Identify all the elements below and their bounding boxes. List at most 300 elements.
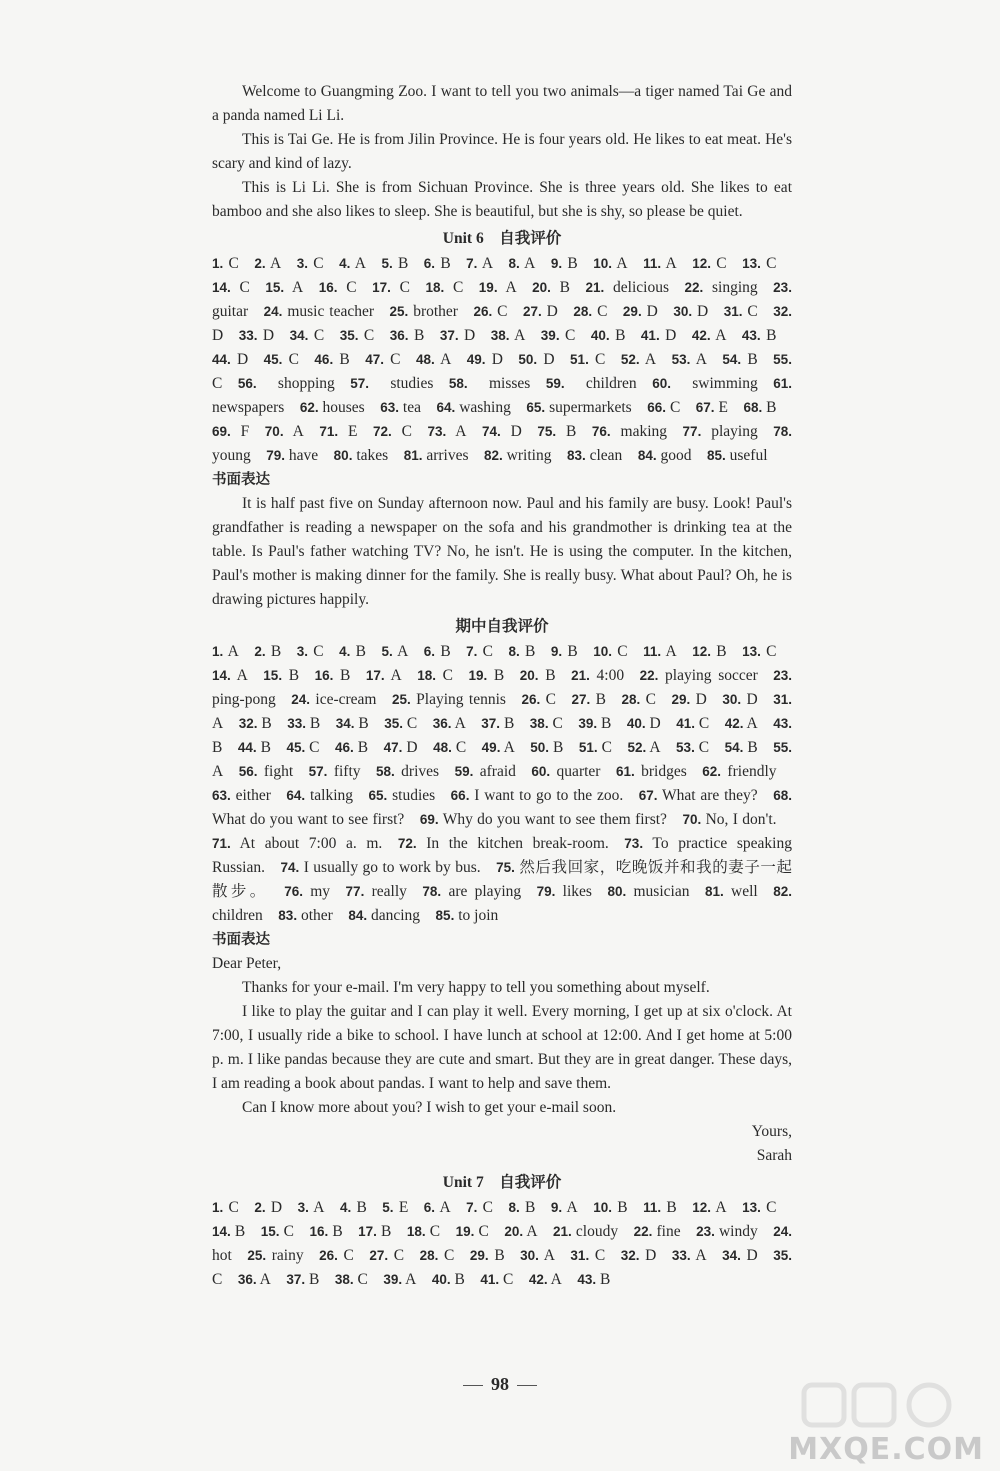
answer-item <box>384 739 418 756</box>
answer-item <box>742 255 776 272</box>
answer-value: B <box>435 255 451 272</box>
answer-number: 62. <box>299 400 319 415</box>
answer-number: 5. <box>381 256 393 271</box>
answer-item <box>623 303 658 320</box>
answer-value: A <box>523 1223 538 1240</box>
answer-item <box>346 883 407 900</box>
answer-item <box>696 399 728 416</box>
answer-number: 82. <box>484 448 503 463</box>
answer-item <box>365 351 400 368</box>
answer-item <box>743 399 776 416</box>
answer-item <box>470 1247 505 1264</box>
letter-paragraph: I like to play the guitar and I can play it well. Every morning, I get up at six o'clock. At 7:00, I usually ride a bike to school. I have lunch at school at 12:00. And I get home at 5:00 p. m. I like pandas because they are cute and smart. But they are in great danger. These days, I am reading a book about pandas. I want to help and save them. <box>212 1003 792 1092</box>
answer-number: 2. <box>254 644 266 659</box>
answer-number: 11. <box>643 1200 662 1215</box>
answer-number: 74. <box>280 860 300 875</box>
answer-item <box>530 739 563 756</box>
answer-value: houses <box>318 399 365 416</box>
answer-item <box>335 1271 368 1288</box>
answer-number: 33. <box>287 716 306 731</box>
answer-item <box>593 1199 627 1216</box>
answer-number: 61. <box>615 764 635 779</box>
answer-item <box>383 1271 416 1288</box>
answer-value: shopping <box>256 375 335 392</box>
answer-item <box>742 643 776 660</box>
answer-item <box>212 1199 239 1216</box>
answer-value: B <box>328 1223 343 1240</box>
answer-value: rainy <box>266 1247 304 1264</box>
answer-number: 36. <box>432 716 452 731</box>
answer-item <box>521 691 556 708</box>
answer-value: B <box>351 1199 367 1216</box>
answer-item <box>424 1199 451 1216</box>
answer-value: C <box>492 303 508 320</box>
letter <box>212 952 792 1168</box>
answer-item <box>616 763 687 780</box>
answer-value: C <box>592 303 608 320</box>
answer-number: 58. <box>448 376 468 391</box>
answer-value: windy <box>714 1223 758 1240</box>
answer-item <box>334 447 389 464</box>
answer-value: A <box>223 643 239 660</box>
answer-item <box>551 1199 578 1216</box>
answer-item <box>212 1223 245 1240</box>
answer-value: C <box>612 643 628 660</box>
answer-number: 72. <box>397 836 417 851</box>
answer-value: B <box>305 1271 320 1288</box>
answer-number: 63. <box>380 400 399 415</box>
answer-item <box>212 787 271 804</box>
answer-number: 62. <box>702 764 722 779</box>
answer-page <box>212 80 792 1292</box>
answer-item <box>238 739 271 756</box>
answer-number: 68. <box>743 400 763 415</box>
answer-number: 44. <box>237 740 257 755</box>
answer-item <box>673 303 708 320</box>
answer-value: F <box>230 423 250 440</box>
answer-number: 34. <box>722 1248 741 1263</box>
answer-number: 6. <box>423 1200 436 1215</box>
answer-number: 29. <box>622 304 642 319</box>
answer-number: 20. <box>504 1224 524 1239</box>
answer-item <box>724 303 758 320</box>
answer-value: newspapers <box>212 399 285 416</box>
answer-value: bridges <box>634 763 687 780</box>
answer-item <box>309 1223 342 1240</box>
answer-item <box>239 327 274 344</box>
answer-value: quarter <box>550 763 601 780</box>
answer-item <box>433 739 466 756</box>
answer-number: 43. <box>577 1272 597 1287</box>
answer-number: 84. <box>348 908 368 923</box>
answer-value: C <box>282 351 299 368</box>
answer-number: 1. <box>212 644 224 659</box>
answer-item <box>643 643 677 660</box>
answer-item <box>286 787 353 804</box>
answer-item <box>380 399 421 416</box>
answer-value: A <box>434 351 452 368</box>
answer-number: 47. <box>365 352 384 367</box>
answer-value: music teacher <box>282 303 375 320</box>
answer-item <box>530 715 563 732</box>
answer-value: C <box>666 399 681 416</box>
answer-item <box>266 447 318 464</box>
answer-value: B <box>711 643 727 660</box>
answer-number: 8. <box>508 1200 520 1215</box>
answer-item <box>468 667 504 684</box>
answer-number: 6. <box>423 644 436 659</box>
answer-value: playing soccer <box>658 667 758 684</box>
letter-paragraph: Can I know more about you? I wish to get your e-mail soon. <box>242 1099 617 1116</box>
answer-value: A <box>284 279 304 296</box>
answer-item <box>682 811 776 828</box>
answer-value: A <box>500 739 515 756</box>
answer-value: D <box>690 691 707 708</box>
answer-number: 37. <box>286 1272 306 1287</box>
answer-item <box>390 327 425 344</box>
answer-value: clean <box>585 447 623 464</box>
answer-item <box>212 667 248 684</box>
answer-item <box>531 763 600 780</box>
answer-value: D <box>659 327 677 344</box>
answer-value: A <box>690 351 707 368</box>
answer-number: 40. <box>431 1272 451 1287</box>
answer-item <box>278 907 333 924</box>
answer-value: C <box>383 351 401 368</box>
answer-number: 80. <box>333 448 353 463</box>
answer-number: 50. <box>530 740 550 755</box>
answer-number: 27. <box>523 304 542 319</box>
answer-number: 2. <box>254 256 266 271</box>
answer-number: 7. <box>466 1200 478 1215</box>
answer-item <box>398 835 609 852</box>
answer-value: C <box>597 739 612 756</box>
answer-item <box>451 787 624 804</box>
answer-value: B <box>435 643 451 660</box>
answer-number: 49. <box>481 740 501 755</box>
answer-item <box>437 399 511 416</box>
answer-item <box>254 643 281 660</box>
answer-item <box>238 1271 271 1288</box>
answer-item <box>593 255 627 272</box>
answer-item <box>290 327 325 344</box>
answer-number: 56. <box>238 764 258 779</box>
answer-value: D <box>257 327 275 344</box>
answer-number: 21. <box>585 280 605 295</box>
answer-item <box>348 907 420 924</box>
answer-number: 31. <box>723 304 743 319</box>
answer-number: 39. <box>578 716 598 731</box>
answer-item <box>481 715 514 732</box>
answer-value: B <box>549 739 564 756</box>
answer-number: 24. <box>773 1224 793 1239</box>
answer-number: 71. <box>212 836 231 851</box>
answer-number: 36. <box>237 1272 257 1287</box>
answer-value: C <box>391 423 412 440</box>
answer-item <box>722 691 757 708</box>
answer-item <box>466 255 493 272</box>
answer-value: B <box>350 643 366 660</box>
answer-value: In the kitchen break-room. <box>416 835 609 852</box>
answer-number: 29. <box>469 1248 489 1263</box>
answer-item <box>634 1223 681 1240</box>
answer-number: 38. <box>490 328 510 343</box>
answer-item <box>287 715 320 732</box>
answer-item <box>238 375 335 392</box>
answer-item <box>592 423 667 440</box>
answer-item <box>404 447 469 464</box>
answer-value: C <box>711 255 727 272</box>
answer-item <box>591 327 626 344</box>
answer-number: 12. <box>692 644 712 659</box>
answer-value: C <box>760 255 777 272</box>
unit6-writing-label: 书面表达 <box>212 472 270 488</box>
answer-item <box>692 1199 726 1216</box>
answer-number: 67. <box>695 400 715 415</box>
answer-number: 14. <box>212 1224 231 1239</box>
answer-item <box>571 667 624 684</box>
answer-item <box>578 715 611 732</box>
answer-item <box>643 255 677 272</box>
answer-number: 58. <box>376 764 395 779</box>
watermark-text: MXQE.COM <box>788 1432 984 1467</box>
answer-value: ping-pong <box>212 691 276 708</box>
answer-value: B <box>376 1223 392 1240</box>
answer-value: No, I don't. <box>701 811 777 828</box>
answer-item <box>676 739 709 756</box>
answer-number: 13. <box>742 644 761 659</box>
answer-item <box>319 1247 354 1264</box>
answer-value: D <box>402 739 418 756</box>
answer-value: hot <box>212 1247 232 1264</box>
answer-item <box>676 715 709 732</box>
answer-item <box>436 907 499 924</box>
answer-number: 57. <box>350 376 370 391</box>
answer-item <box>725 739 758 756</box>
answer-item <box>297 643 324 660</box>
answer-number: 48. <box>415 352 435 367</box>
answer-value: C <box>588 351 606 368</box>
answer-item <box>319 279 357 296</box>
answer-item <box>297 255 324 272</box>
answer-number: 83. <box>566 448 586 463</box>
answer-value: tea <box>399 399 421 416</box>
answer-value: young <box>212 447 251 464</box>
answer-number: 34. <box>335 716 355 731</box>
answer-number: 13. <box>742 256 761 271</box>
answer-value: have <box>285 447 319 464</box>
answer-value: C <box>307 643 324 660</box>
answer-value: B <box>741 351 758 368</box>
answer-item <box>685 279 758 296</box>
answer-number: 77. <box>345 884 365 899</box>
answer-number: 42. <box>691 328 711 343</box>
answer-item <box>509 255 536 272</box>
answer-item <box>212 351 248 368</box>
answer-item <box>696 1223 758 1240</box>
answer-number: 5. <box>381 644 393 659</box>
answer-value: arrives <box>422 447 469 464</box>
answer-number: 19. <box>468 668 488 683</box>
answer-item <box>567 447 622 464</box>
answer-value: B <box>230 1223 246 1240</box>
answer-item <box>432 1271 465 1288</box>
answer-number: 73. <box>427 424 447 439</box>
answer-number: 13. <box>742 1200 761 1215</box>
answer-number: 15. <box>265 280 285 295</box>
answer-number: 28. <box>621 692 641 707</box>
unit6-heading: Unit 6 自我评价 <box>442 230 562 247</box>
answer-item <box>523 303 558 320</box>
answer-number: 7. <box>466 644 478 659</box>
answer-value: B <box>743 739 758 756</box>
answer-number: 52. <box>620 352 640 367</box>
answer-item <box>417 667 453 684</box>
answer-item <box>509 1199 536 1216</box>
answer-value: A <box>661 643 677 660</box>
answer-item <box>705 883 758 900</box>
answer-value: A <box>690 1247 707 1264</box>
answer-number: 75. <box>496 860 515 875</box>
answer-value: A <box>256 1271 271 1288</box>
answer-item <box>422 883 521 900</box>
answer-number: 10. <box>593 1200 613 1215</box>
zoo-passage <box>212 80 792 224</box>
answer-value: C <box>308 327 325 344</box>
answer-number: 19. <box>478 280 498 295</box>
answer-number: 85. <box>706 448 726 463</box>
answer-item <box>254 255 281 272</box>
answer-number: 60. <box>531 764 551 779</box>
answer-number: 3. <box>296 644 308 659</box>
answer-value: D <box>641 303 658 320</box>
answer-number: 81. <box>403 448 423 463</box>
answer-value: A <box>497 279 517 296</box>
answer-number: 35. <box>339 328 359 343</box>
answer-number: 68. <box>773 788 792 803</box>
answer-value: A <box>743 715 758 732</box>
answer-number: 4. <box>339 256 351 271</box>
answer-value: C <box>212 1271 223 1288</box>
answer-number: 53. <box>676 740 695 755</box>
answer-value: What are they? <box>657 787 758 804</box>
answer-item <box>480 1271 513 1288</box>
answer-item <box>722 1247 758 1264</box>
unit7-heading: Unit 7 自我评价 <box>442 1174 562 1191</box>
answer-number: 6. <box>423 256 436 271</box>
answer-item <box>479 279 517 296</box>
answer-number: 74. <box>481 424 501 439</box>
answer-number: 55. <box>773 740 793 755</box>
answer-item <box>482 739 515 756</box>
answer-number: 75. <box>537 424 557 439</box>
answer-number: 80. <box>607 884 627 899</box>
answer-item <box>518 351 554 368</box>
answer-value: B <box>538 667 556 684</box>
answer-number: 16. <box>309 1224 329 1239</box>
answer-value: C <box>760 643 777 660</box>
answer-item <box>627 739 660 756</box>
answer-value: D <box>212 327 224 344</box>
answer-value: D <box>458 327 476 344</box>
answer-item <box>336 715 369 732</box>
unit6-writing-text: It is half past five on Sunday afternoon now. Paul and his family are busy. Look! Paul's grandfather is reading a newspaper on the sofa and his grandmother is drinking tea at the table. Is Paul's father watching TV? No, he isn't. He is using the computer. In the kitchen, Paul's mother is making dinner for the family. She is really busy. What about Paul? Oh, he is drawing pictures happily. <box>212 495 792 608</box>
answer-value: C <box>388 1247 405 1264</box>
answer-number: 31. <box>773 692 793 707</box>
answer-number: 78. <box>773 424 792 439</box>
answer-value: brother <box>408 303 458 320</box>
answer-number: 18. <box>406 1224 426 1239</box>
answer-item <box>376 763 439 780</box>
answer-item <box>212 423 249 440</box>
answer-item <box>627 715 661 732</box>
answer-value: supermarkets <box>545 399 632 416</box>
answer-value: B <box>265 643 282 660</box>
answer-number: 16. <box>314 668 334 683</box>
answer-number: 43. <box>741 328 761 343</box>
answer-item <box>433 715 466 732</box>
answer-value: B <box>550 279 571 296</box>
answer-number: 20. <box>532 280 551 295</box>
answer-value: B <box>590 691 606 708</box>
answer-value: children <box>212 907 263 924</box>
answer-value: A <box>509 327 526 344</box>
answer-value: A <box>283 423 304 440</box>
answer-number: 5. <box>382 1200 394 1215</box>
letter-paragraph: Thanks for your e-mail. I'm very happy to tell you something about myself. <box>242 979 710 996</box>
answer-number: 25. <box>391 692 411 707</box>
answer-value: really <box>364 883 407 900</box>
answer-number: 83. <box>278 908 298 923</box>
answer-number: 14. <box>212 280 231 295</box>
answer-value: D <box>741 691 758 708</box>
answer-value: C <box>230 279 250 296</box>
answer-number: 48. <box>433 740 452 755</box>
answer-item <box>449 375 530 392</box>
answer-number: 33. <box>238 328 258 343</box>
answer-number: 60. <box>652 376 671 391</box>
answer-value: to join <box>454 907 499 924</box>
answer-value: C <box>444 279 464 296</box>
answer-number: 29. <box>671 692 691 707</box>
answer-value: B <box>556 423 577 440</box>
answer-item <box>509 643 536 660</box>
answer-number: 63. <box>212 788 231 803</box>
answer-item <box>537 883 592 900</box>
answer-value: D <box>645 715 661 732</box>
answer-value: B <box>762 399 777 416</box>
answer-item <box>573 303 607 320</box>
answer-number: 17. <box>372 280 391 295</box>
answer-value: B <box>353 739 369 756</box>
answer-value: A <box>392 643 409 660</box>
answer-item <box>384 715 417 732</box>
answer-number: 78. <box>422 884 442 899</box>
answer-item <box>466 643 493 660</box>
answer-item <box>520 667 556 684</box>
answer-number: 54. <box>722 352 742 367</box>
answer-number: 56. <box>237 376 257 391</box>
unit6-answer-list <box>212 252 792 468</box>
answer-item <box>607 883 689 900</box>
answer-number: 11. <box>643 644 662 659</box>
answer-item <box>520 1247 555 1264</box>
letter-closing: Yours, <box>751 1123 792 1140</box>
answer-number: 36. <box>389 328 409 343</box>
answer-number: 34. <box>289 328 309 343</box>
answer-item <box>261 1223 294 1240</box>
answer-number: 27. <box>369 1248 389 1263</box>
